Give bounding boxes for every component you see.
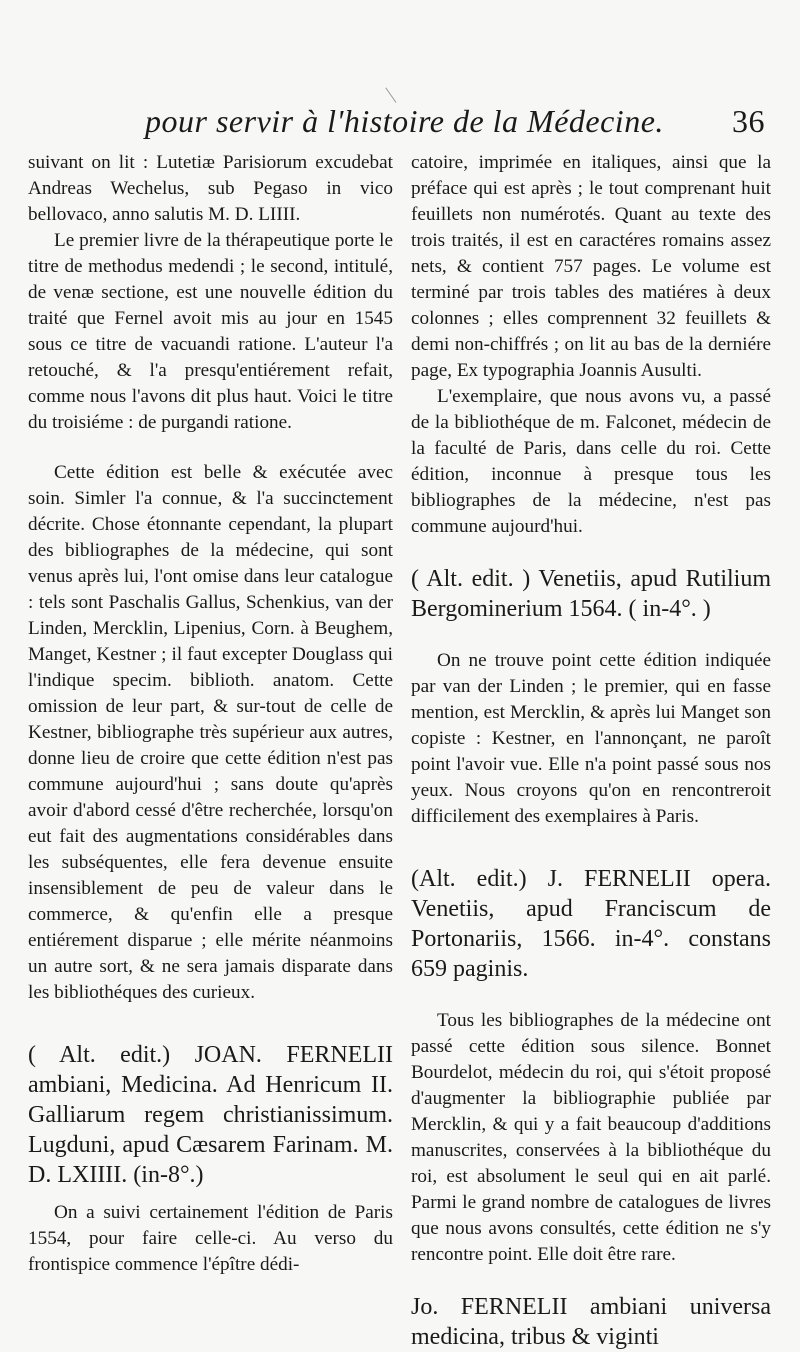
paragraph: On ne trouve point cette édition indiquée par van der Linden ; le premier, qui en fasse mention, est Mercklin, & après lui Manget son copiste : Kestner, en l'annonçant, ne paroît point l'avoir vue. Elle n'a point passé sous nos yeux. Nous croyons qu'on en rencontreroit difficilement des exemplaires à Paris. bbox=[411, 650, 771, 827]
paragraph: catoire, imprimée en italiques, ainsi que la préface qui est après ; le tout comprenant huit feuillets non numérotés. Quant au texte des trois traités, il est en caractéres romains assez nets, & contient 757 pages. Le volume est terminé par trois tables des matiéres à deux colonnes ; elles comprennent 32 feuillets & demi non-chiffrés ; on lit au bas de la derniére page, Ex typographia Joannis Ausulti. bbox=[411, 152, 771, 381]
left-column bbox=[28, 150, 393, 1278]
paragraph: suivant on lit : Lutetiæ Parisiorum excudebat Andreas Wechelus, sub Pegaso in vico bellovaco, anno salutis M. D. LIIII. bbox=[28, 152, 393, 225]
paragraph: Cette édition est belle & exécutée avec soin. Simler l'a connue, & l'a succinctement décrite. Chose étonnante cependant, la plupart des bibliographes de la médecine, qui sont venus après lui, l'ont omise dans leur catalogue : tels sont Paschalis Gallus, Schenkius, van der Linden, Mercklin, Lipenius, Corn. à Beughem, Manget, Kestner ; il faut excepter Douglass qui l'indique specim. biblioth. anatom. Cette omission de leur part, & sur-tout de celle de Kestner, bibliographe très supérieur aux autres, donne lieu de croire que cette édition n'est pas commune aujourd'hui ; sans doute qu'après avoir d'abord cessé d'être recherchée, lorsqu'on eut fait des augmentations considérables dans les subséquentes, elle fera devenue ensuite insensiblement de peu de valeur dans le commerce, & qu'enfin elle a presque entiérement disparue ; elle mérite néanmoins un autre sort, & ne sera jamais disparate dans les bibliothéques des curieux. bbox=[28, 462, 393, 1003]
header-title: pour servir à l'histoire de la Médecine. bbox=[145, 103, 664, 139]
bibliographic-entry: (Alt. edit.) J. FERNELII opera. Venetiis, apud Franciscum de Portonariis, 1566. in-4°. constans 659 paginis. bbox=[411, 866, 771, 982]
right-column bbox=[411, 150, 771, 1352]
bibliographic-entry: ( Alt. edit.) JOAN. FERNELII ambiani, Medicina. Ad Henricum II. Galliarum regem christianissimum. Lugduni, apud Cæsarem Farinam. M. D. LXIIII. (in-8°.) bbox=[28, 1042, 393, 1188]
margin-mark bbox=[385, 85, 399, 103]
running-header bbox=[145, 103, 765, 153]
paragraph: Tous les bibliographes de la médecine ont passé cette édition sous silence. Bonnet Bourdelot, médecin du roi, qui s'étoit proposé d'augmenter la bibliographie publiée par Mercklin, & qui y a fait beaucoup d'additions manuscrites, conservées à la bibliothéque du roi, est absolument le seul qui en ait parlé. Parmi le grand nombre de catalogues de livres que nous avons consultés, cette édition ne s'y rencontre point. Elle doit être rare. bbox=[411, 1010, 771, 1265]
page-number: 36 bbox=[732, 103, 765, 139]
paragraph: L'exemplaire, que nous avons vu, a passé de la bibliothéque de m. Falconet, médecin de la faculté de Paris, dans celle du roi. Cette édition, inconnue à presque tous les bibliographes de la médecine, n'est pas commune aujourd'hui. bbox=[411, 386, 771, 537]
paragraph: Le premier livre de la thérapeutique porte le titre de methodus medendi ; le second, intitulé, de venæ sectione, est une nouvelle édition du traité que Fernel avoit mis au jour en 1545 sous ce titre de vacuandi ratione. L'auteur l'a retouché, & l'a presqu'entiérement refait, comme nous l'avons dit plus haut. Voici le titre du troisiéme : de purgandi ratione. bbox=[28, 230, 393, 433]
paragraph: On a suivi certainement l'édition de Paris 1554, pour faire celle-ci. Au verso du frontispice commence l'épître dédi- bbox=[28, 1202, 393, 1275]
bibliographic-entry: Jo. FERNELII ambiani universa medicina, tribus & viginti bbox=[411, 1294, 771, 1350]
bibliographic-entry: ( Alt. edit. ) Venetiis, apud Rutilium Bergominerium 1564. ( in-4°. ) bbox=[411, 566, 771, 622]
